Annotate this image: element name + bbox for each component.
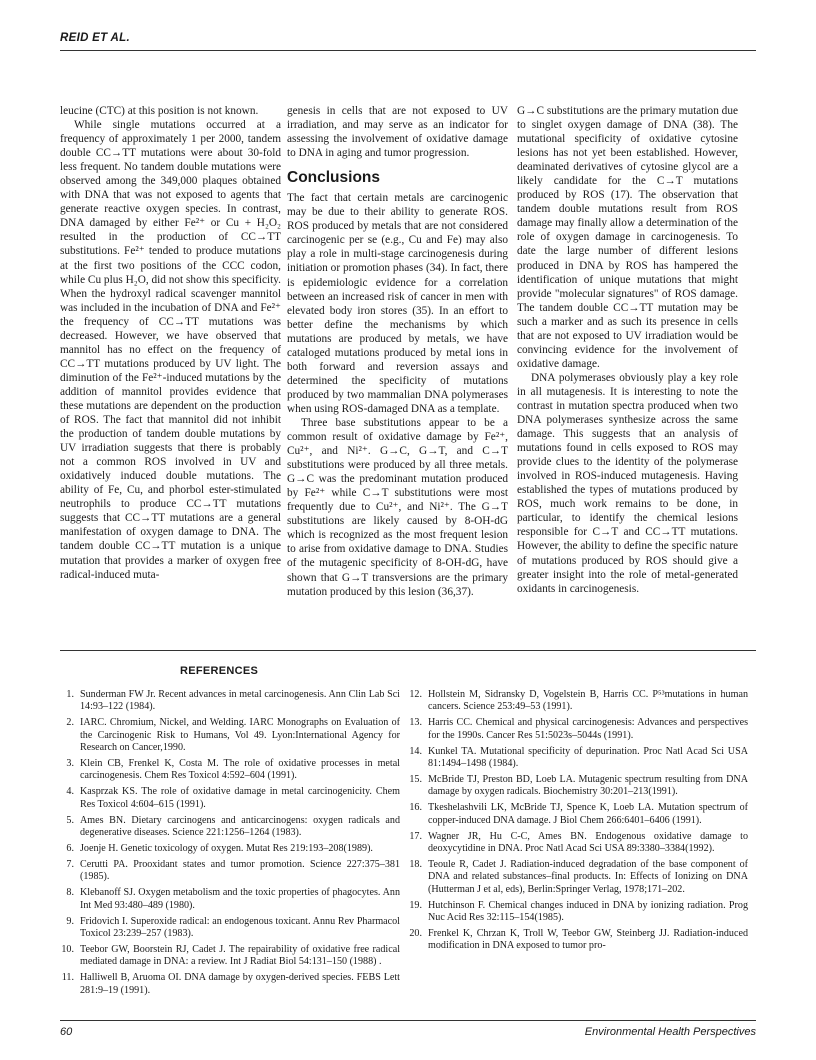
reference-item	[408, 802, 748, 827]
reference-item	[60, 758, 400, 783]
reference-item	[408, 746, 748, 771]
body-column-2	[287, 104, 508, 599]
reference-text: Hollstein M, Sidransky D, Vogelstein B, Harris CC. P⁵³mutations in human cancers. Science 253:49–53 (1991).	[428, 689, 748, 713]
paragraph: DNA polymerases obviously play a key role in all mutagenesis. It is interesting to note the contrast in mutation spectra produced when two DNA polymerases synthesize across the same damage. This suggests that an analysis of mutations found in cells exposed to ROS may provide clues to the identity of the polymerase involved in ROS-induced mutagenesis. Having established the types of mutations produced by ROS, much work remains to be done, in particular, to identify the chemical lesions responsible for C→T and CC→TT mutations. However, the ability to define the specific nature of mutations produced by ROS should give a greater insight into the role of metal-generated oxidants in carcinogenesis.	[517, 371, 738, 595]
section-title-conclusions: Conclusions	[287, 169, 381, 187]
reference-number: 20.	[409, 927, 422, 939]
paragraph: G→C substitutions are the primary mutation due to singlet oxygen damage of DNA (38). The mutational specificity of oxidative cytosine lesions has not yet been established. However, deaminated derivatives of cytosine glycol are a likely candidate for the C→T mutations produced by ROS (17). The observation that tandem double mutations result from ROS damage may finally allow a determination of the role of oxygen damage in carcinogenesis. To date the large number of different lesions produced in DNA by ROS has hampered the identification of unique mutations that might provide "molecular signatures" of ROS damage. The tandem double CC→TT mutation may be such a marker and as such its presence in cells that are not exposed to UV irradiation would be convincing evidence for the involvement of oxidative damage.	[517, 105, 738, 370]
reference-item	[60, 689, 400, 714]
reference-item	[60, 972, 400, 997]
reference-number: 7.	[66, 858, 74, 870]
reference-item	[60, 859, 400, 884]
reference-item	[408, 831, 748, 856]
reference-number: 1.	[66, 689, 74, 700]
reference-text: Teoule R, Cadet J. Radiation-induced degradation of the base component of DNA and related substances–final products. In: Effects of Ionizing on DNA (Hutterman J et al, eds), Berlin:Springer Verlag, 1978;171–202.	[428, 858, 748, 895]
reference-item	[60, 916, 400, 941]
reference-text: Harris CC. Chemical and physical carcinogenesis: Advances and perspectives for the 1990s. Cancer Res 51:5023s–5044s (1991).	[428, 717, 748, 741]
reference-item	[60, 887, 400, 912]
reference-item	[408, 774, 748, 799]
reference-number: 11.	[61, 972, 74, 984]
reference-item	[408, 859, 748, 896]
page-number: 60	[60, 1026, 73, 1038]
reference-number: 8.	[66, 887, 74, 899]
reference-number: 10.	[61, 943, 74, 955]
header-rule	[60, 50, 756, 51]
reference-number: 3.	[66, 758, 74, 770]
reference-text: Joenje H. Genetic toxicology of oxygen. Mutat Res 219:193–208(1989).	[80, 842, 373, 854]
reference-text: Kasprzak KS. The role of oxidative damage in metal carcinogenicity. Chem Res Toxicol 4:604–615 (1991).	[80, 786, 400, 810]
footer-rule	[60, 1020, 756, 1021]
reference-item	[408, 689, 748, 714]
reference-text: Kunkel TA. Mutational specificity of depurination. Proc Natl Acad Sci USA 81:1494–1498 (1984).	[428, 745, 748, 770]
reference-text: Teebor GW, Boorstein RJ, Cadet J. The repairability of oxidative free radical mediated damage in DNA: a review. Int J Radiat Biol 54:131–150 (1988) .	[80, 943, 400, 968]
reference-text: Hutchinson F. Chemical changes induced in DNA by ionizing radiation. Prog Nuc Acid Res 32:115–154(1985).	[428, 899, 748, 923]
reference-text: Frenkel K, Chrzan K, Troll W, Teebor GW, Steinberg JJ. Radiation-induced modification in DNA exposed to tumor pro-	[428, 927, 748, 952]
reference-number: 19.	[409, 899, 422, 911]
reference-item	[408, 900, 748, 925]
references-rule	[60, 650, 756, 651]
reference-text: Fridovich I. Superoxide radical: an endogenous toxicant. Annu Rev Pharmacol Toxicol 23:239–257 (1983).	[80, 915, 400, 939]
reference-number: 13.	[409, 717, 422, 729]
paragraph: The fact that certain metals are carcinogenic may be due to their ability to generate ROS. ROS produced by metals that are not considered carcinogenic per se (e.g., Cu and Fe) may also play a role in multi-stage carcinogenesis during initiation or promotion phases (34). In fact, there is epidemiologic evidence for a correlation between an increased risk of cancer in men with elevated body iron stores (35). In an effort to better define the mechanisms by which mutations are produced by metals, we have cataloged mutations produced by metal ions in both forward and reversion assays and determined the specificity of mutations produced by two mammalian DNA polymerases when using ROS-damaged DNA as a template.	[287, 192, 508, 415]
reference-text: Halliwell B, Aruoma OI. DNA damage by oxygen-derived species. FEBS Lett 281:9–19 (1991).	[80, 972, 400, 996]
reference-number: 15.	[409, 773, 422, 785]
body-column-3	[517, 104, 738, 596]
reference-text: IARC. Chromium, Nickel, and Welding. IARC Monographs on Evaluation of the Carcinogenic Risk to Humans, Vol 49. Lyon:International Agency for Research on Cancer,1990.	[80, 717, 400, 754]
reference-item	[60, 717, 400, 754]
reference-item	[60, 786, 400, 811]
reference-item	[408, 928, 748, 953]
references-left-column	[60, 689, 400, 1000]
reference-number: 17.	[409, 830, 422, 842]
reference-item	[408, 717, 748, 742]
reference-number: 14.	[409, 745, 422, 757]
reference-number: 4.	[66, 786, 74, 798]
reference-number: 16.	[409, 802, 422, 814]
reference-text: Klein CB, Frenkel K, Costa M. The role of oxidative processes in metal carcinogenesis. Chem Res Toxicol 4:592–604 (1991).	[80, 758, 400, 782]
paragraph: genesis in cells that are not exposed to UV irradiation, and may serve as an indicator for assessing the involvement of oxidative damage to DNA in aging and tumor progression.	[287, 105, 508, 160]
reference-item	[60, 815, 400, 840]
paragraph: Three base substitutions appear to be a common result of oxidative damage by Fe²⁺, Cu²⁺, and Ni²⁺. G→C, G→T, and C→T substitutions were produced by all three metals. G→C was the predominant mutation produced by Fe²⁺ while C→T substitutions were most frequently due to Cu²⁺, and Ni²⁺. The G→T substitutions are likely caused by 8-OH-dG which is recognized as the most frequent lesion to arise from oxidative damage to DNA. Studies of the mutagenic specificity of 8-OH-dG, have shown that G→T transversions are the primary mutation produced by this lesion (36,37).	[287, 416, 508, 598]
reference-number: 9.	[66, 915, 74, 927]
reference-number: 12.	[409, 689, 422, 700]
paragraph: While single mutations occurred at a frequency of approximately 1 per 2000, tandem double CC→TT mutations were about 30-fold less frequent. No tandem double mutations were observed among the 349,000 plaques obtained with DNA that was not exposed to agents that generate reactive oxygen species. In contrast, DNA damaged by either Fe²⁺ or Cu + H₂O₂ resulted in the production of CC→TT substitutions. Fe²⁺ tended to produce mutations at the first two positions of the CCC codon, while Cu plus H₂O, did not show this specificity. When the hydroxyl radical scavenger mannitol was included in the incubation of DNA and Fe²⁺ the frequency of CC→TT mutations was decreased. However, we have observed that mannitol has no effect on the frequency of CC→TT mutations produced by UV light. The diminution of the Fe²⁺-induced mutations by the addition of mannitol provides evidence that these mutations are dependent on the production of ROS. The fact that mannitol did not inhibit the production of tandem double mutations by UV irradiation suggests that there is probably not a common ROS involved in UV and oxidatively induced double mutations. The ability of Fe, Cu, and phorbol ester-stimulated neutrophils to produce CC→TT mutations suggests that CC→TT mutations are a general manifestation of oxygen damage to DNA. The tandem double CC→TT mutation is a unique mutation that provides a marker of oxygen free radical-induced muta-	[60, 119, 281, 581]
reference-number: 6.	[66, 842, 74, 854]
references-right-column	[408, 689, 748, 956]
reference-text: Cerutti PA. Prooxidant states and tumor promotion. Science 227:375–381 (1985).	[80, 858, 400, 883]
reference-number: 18.	[409, 858, 422, 870]
reference-text: Tkeshelashvili LK, McBride TJ, Spence K, Loeb LA. Mutation spectrum of copper-induced DNA damage. J Biol Chem 266:6401–6406 (1991).	[428, 802, 748, 826]
reference-text: Ames BN. Dietary carcinogens and anticarcinogens: oxygen radicals and degenerative diseases. Science 221:1256–1264 (1983).	[80, 814, 400, 839]
reference-item	[60, 843, 400, 855]
reference-text: McBride TJ, Preston BD, Loeb LA. Mutagenic spectrum resulting from DNA damage by oxygen radicals. Biochemistry 30:201–213(1991).	[428, 773, 748, 798]
reference-text: Sunderman FW Jr. Recent advances in metal carcinogenesis. Ann Clin Lab Sci 14:93–122 (1984).	[80, 689, 400, 713]
running-head: REID ET AL.	[60, 32, 130, 44]
body-column-1	[60, 104, 281, 582]
reference-text: Wagner JR, Hu C-C, Ames BN. Endogenous oxidative damage to deoxycytidine in DNA. Proc Natl Acad Sci USA 89:3380–3384(1992).	[428, 830, 748, 854]
reference-item	[60, 944, 400, 969]
journal-name: Environmental Health Perspectives	[584, 1026, 756, 1038]
reference-number: 2.	[66, 717, 74, 729]
references-title: REFERENCES	[180, 665, 259, 677]
reference-number: 5.	[66, 814, 74, 826]
paragraph: leucine (CTC) at this position is not known.	[60, 105, 259, 117]
reference-text: Klebanoff SJ. Oxygen metabolism and the toxic properties of phagocytes. Ann Int Med 93:480–489 (1980).	[80, 887, 400, 911]
